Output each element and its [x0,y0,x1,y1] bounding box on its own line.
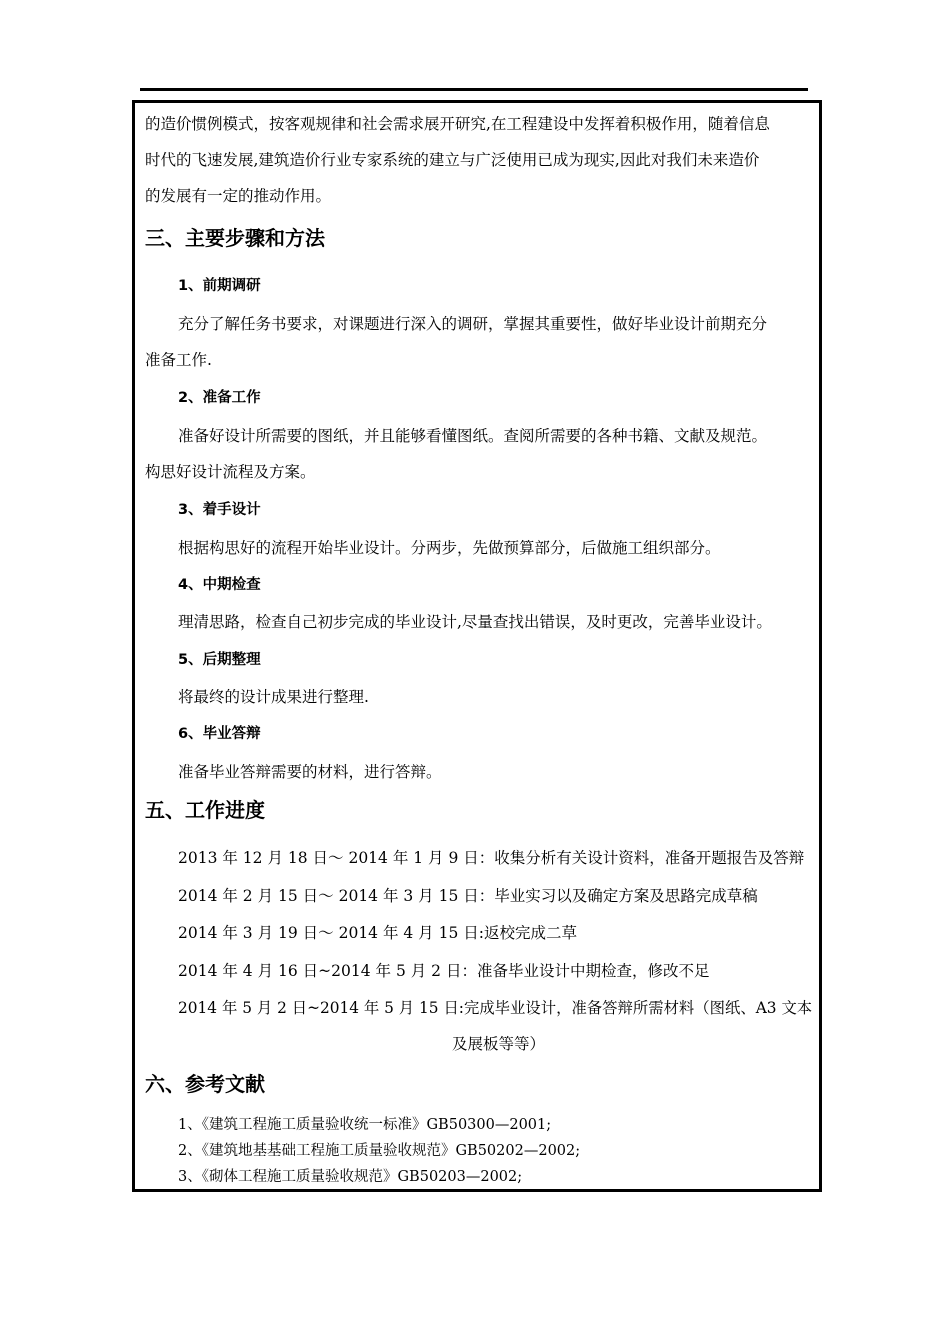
step-2-heading: 2、准备工作 [178,390,261,406]
step-5-line-1: 将最终的设计成果进行整理. [178,688,369,706]
step-4-line-1: 理清思路，检查自己初步完成的毕业设计,尽量查找出错误，及时更改，完善毕业设计。 [178,613,772,631]
step-6-line-1: 准备毕业答辩需要的材料，进行答辩。 [178,763,442,781]
section-3-title: 三、主要步骤和方法 [145,226,325,250]
schedule-line-2: 2014 年 2 月 15 日～ 2014 年 3 月 15 日：毕业实习以及确定方案及思路完成草稿 [178,887,758,905]
intro-line-3: 的发展有一定的推动作用。 [145,187,332,205]
content-frame [132,100,822,1192]
section-6-title: 六、参考文献 [145,1072,265,1096]
step-1-line-2: 准备工作. [145,351,212,369]
intro-line-2: 时代的飞速发展,建筑造价行业专家系统的建立与广泛使用已成为现实,因此对我们未来造价 [145,151,760,169]
step-5-heading: 5、后期整理 [178,652,261,668]
section-5-title: 五、工作进度 [145,798,265,822]
step-1-heading: 1、前期调研 [178,278,261,294]
schedule-line-5: 2014 年 5 月 2 日~2014 年 5 月 15 日:完成毕业设计，准备答辩所需材料（图纸、A3 文本 [178,999,813,1017]
schedule-line-3: 2014 年 3 月 19 日～ 2014 年 4 月 15 日:返校完成二草 [178,924,577,942]
header-rule [140,88,808,91]
intro-line-1: 的造价惯例模式，按客观规律和社会需求展开研究,在工程建设中发挥着积极作用，随着信息 [145,115,770,133]
step-4-heading: 4、中期检查 [178,577,261,593]
step-1-line-1: 充分了解任务书要求，对课题进行深入的调研，掌握其重要性，做好毕业设计前期充分 [178,315,768,333]
reference-item-2: 2、《建筑地基基础工程施工质量验收规范》GB50202—2002; [178,1143,581,1159]
reference-item-1: 1、《建筑工程施工质量验收统一标准》GB50300—2001; [178,1117,552,1133]
schedule-line-4: 2014 年 4 月 16 日~2014 年 5 月 2 日：准备毕业设计中期检查，修改不足 [178,962,710,980]
step-3-heading: 3、着手设计 [178,502,261,518]
step-3-line-1: 根据构思好的流程开始毕业设计。分两步，先做预算部分，后做施工组织部分。 [178,539,721,557]
step-6-heading: 6、毕业答辩 [178,726,261,742]
step-2-line-1: 准备好设计所需要的图纸，并且能够看懂图纸。查阅所需要的各种书籍、文献及规范。 [178,427,768,445]
reference-item-3: 3、《砌体工程施工质量验收规范》GB50203—2002; [178,1169,523,1185]
schedule-line-1: 2013 年 12 月 18 日～ 2014 年 1 月 9 日：收集分析有关设计资料，准备开题报告及答辩 [178,849,805,867]
schedule-line-6: 及展板等等） [452,1035,546,1053]
step-2-line-2: 构思好设计流程及方案。 [145,463,316,481]
